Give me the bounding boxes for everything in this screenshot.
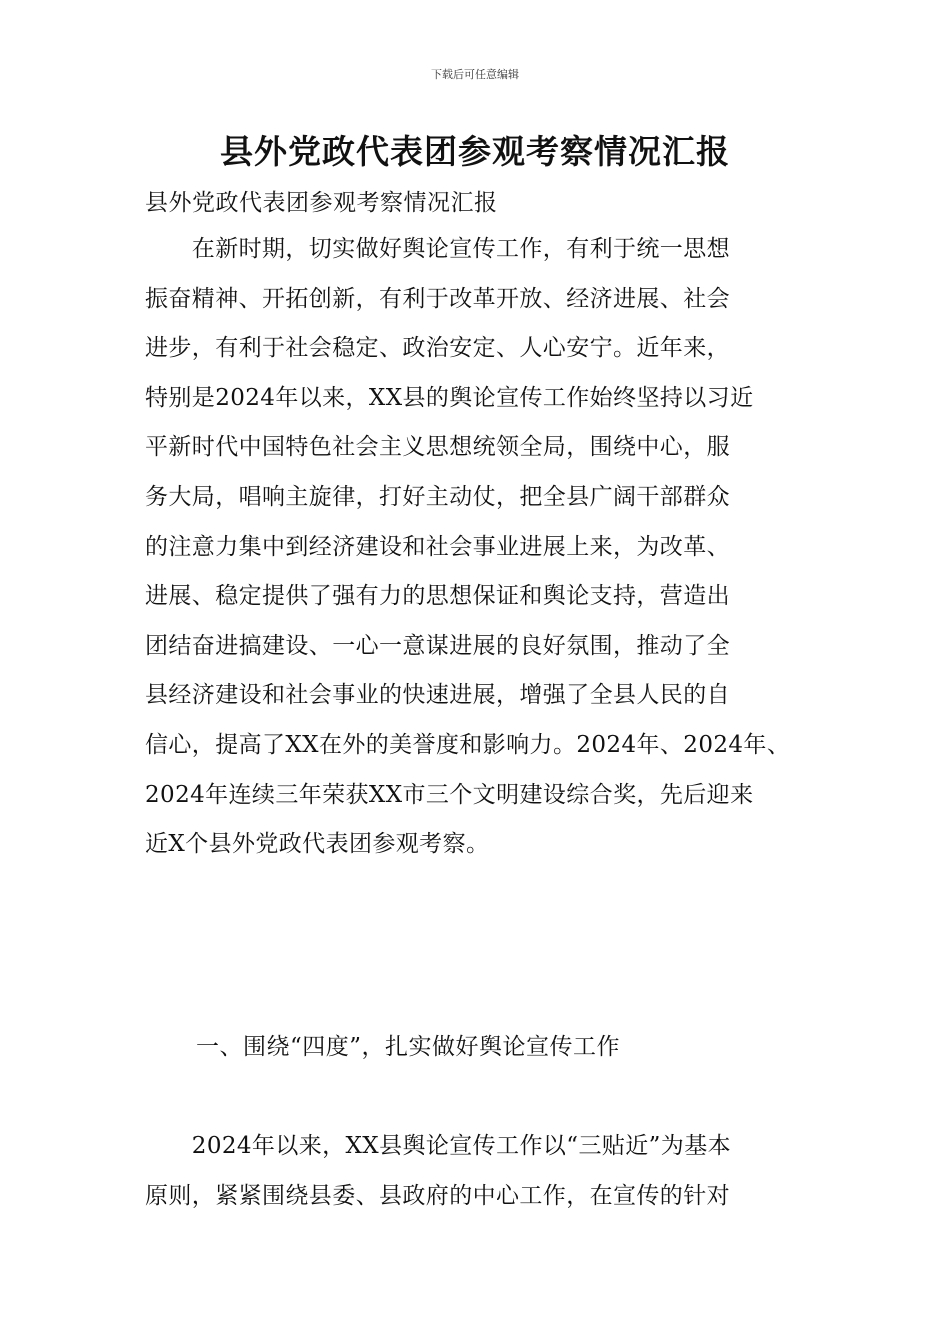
paragraph-section-one — [145, 1122, 845, 1221]
paragraph-line: 县经济建设和社会事业的快速进展，增强了全县人民的自 — [145, 682, 730, 709]
paragraph-line: 团结奋进搞建设、一心一意谋进展的良好氛围，推动了全 — [145, 632, 730, 659]
paragraph-line: 信心，提高了XX在外的美誉度和影响力。2024年、2024年、 — [145, 731, 791, 758]
paragraph-line: 的注意力集中到经济建设和社会事业进展上来，为改革、 — [145, 533, 730, 560]
document-title: 县外党政代表团参观考察情况汇报 — [220, 132, 730, 171]
paragraph-line: 务大局，唱响主旋律，打好主动仗，把全县广阔干部群众 — [145, 483, 730, 510]
paragraph-line: 振奋精神、开拓创新，有利于改革开放、经济进展、社会 — [145, 285, 730, 312]
paragraph-line: 原则，紧紧围绕县委、县政府的中心工作，在宣传的针对 — [145, 1182, 730, 1209]
paragraph-line: 特别是2024年以来，XX县的舆论宣传工作始终坚持以习近 — [145, 384, 754, 411]
paragraph-intro — [145, 225, 845, 870]
paragraph-line: 在新时期，切实做好舆论宣传工作，有利于统一思想 — [145, 236, 730, 262]
document-subtitle: 县外党政代表团参观考察情况汇报 — [145, 190, 498, 216]
paragraph-line: 进展、稳定提供了强有力的思想保证和舆论支持，营造出 — [145, 583, 730, 610]
section-heading: 一、围绕“四度”，扎实做好舆论宣传工作 — [196, 1034, 621, 1060]
header-note: 下载后可任意编辑 — [431, 68, 519, 81]
paragraph-line: 平新时代中国特色社会主义思想统领全局，围绕中心，服 — [145, 434, 730, 461]
paragraph-line: 2024年以来，XX县舆论宣传工作以“三贴近”为基本 — [145, 1133, 731, 1159]
paragraph-line: 2024年连续三年荣获XX市三个文明建设综合奖，先后迎来 — [145, 781, 754, 808]
paragraph-line: 进步，有利于社会稳定、政治安定、人心安宁。近年来， — [145, 335, 730, 362]
paragraph-line: 近X个县外党政代表团参观考察。 — [145, 831, 490, 858]
